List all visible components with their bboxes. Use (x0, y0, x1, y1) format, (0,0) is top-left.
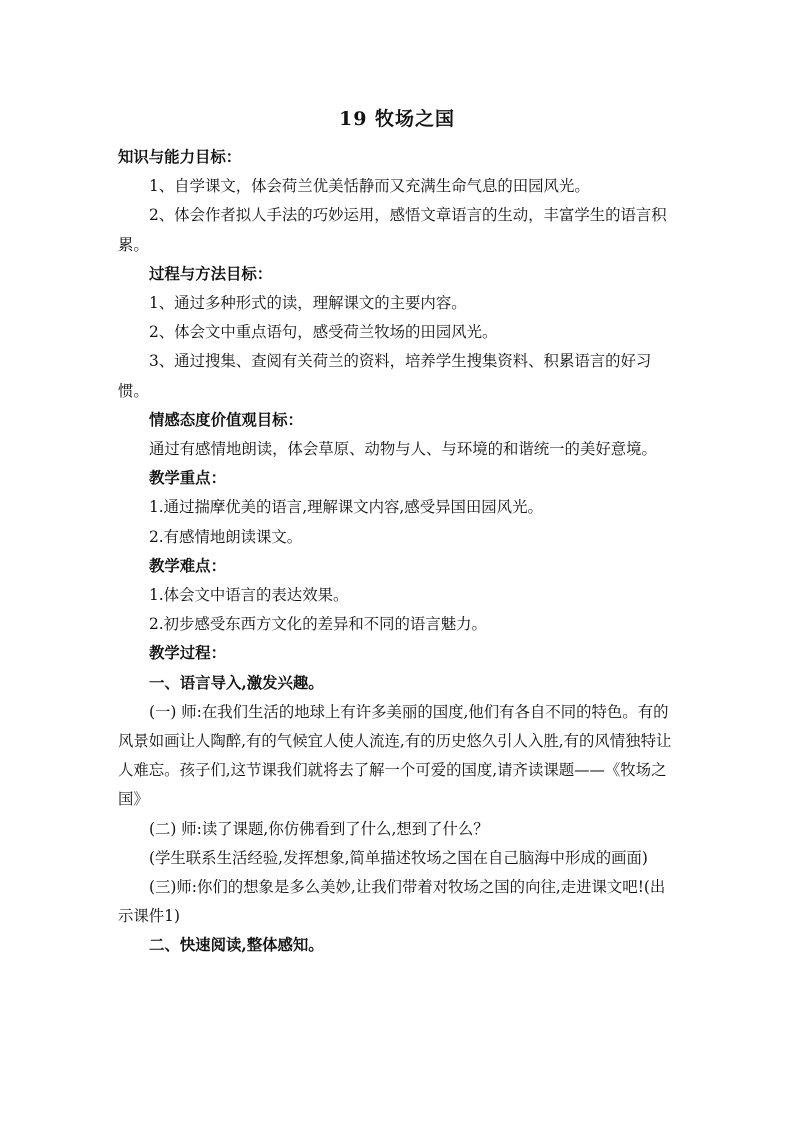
document-body (118, 143, 680, 961)
process-goal-3: 3、通过搜集、查阅有关荷兰的资料，培养学生搜集资料、积累语言的好习惯。 (118, 352, 652, 400)
section-1-step-2: (二) 师:读了课题,你仿佛看到了什么,想到了什么？ (149, 819, 489, 838)
emotion-goal: 通过有感情地朗读，体会草原、动物与人、与环境的和谐统一的美好意境。 (149, 440, 657, 459)
process-goal-2: 2、体会文中重点语句，感受荷兰牧场的田园风光。 (149, 323, 498, 342)
heading-emotion-goals: 情感态度价值观目标： (149, 410, 303, 429)
key-point-2: 2.有感情地朗读课文。 (149, 527, 303, 546)
heading-process-goals: 过程与方法目标： (149, 264, 273, 283)
section-2-heading: 二、快速阅读,整体感知。 (149, 936, 324, 955)
section-1-step-3: (三)师:你们的想象是多么美妙,让我们带着对牧场之国的向往,走进课文吧!(出示课件1) (118, 878, 666, 926)
section-1-heading: 一、语言导入,激发兴趣。 (149, 673, 324, 692)
difficulty-2: 2.初步感受东西方文化的差异和不同的语言魅力。 (149, 615, 487, 634)
section-1-step-1: (一) 师:在我们生活的地球上有许多美丽的国度,他们有各自不同的特色。有的风景如画让人陶醉,有的气候宜人使人流连,有的历史悠久引人入胜,有的风情独特让人难忘。孩子们,这节课我们就将去了解一个可爱的国度,请齐读课题——《牧场之国》 (118, 702, 672, 809)
heading-teaching-process: 教学过程： (149, 644, 226, 663)
heading-key-points: 教学重点： (149, 469, 226, 488)
key-point-1: 1.通过揣摩优美的语言,理解课文内容,感受异国田园风光。 (149, 498, 543, 517)
knowledge-goal-2: 2、体会作者拟人手法的巧妙运用，感悟文章语言的生动，丰富学生的语言积累。 (118, 206, 667, 254)
heading-knowledge-goals: 知识与能力目标： (118, 148, 242, 166)
difficulty-1: 1.体会文中语言的表达效果。 (149, 586, 349, 605)
process-goal-1: 1、通过多种形式的读，理解课文的主要内容。 (149, 294, 467, 313)
document-title: 19 牧场之国 (338, 108, 456, 130)
knowledge-goal-1: 1、自学课文，体会荷兰优美恬静而又充满生命气息的田园风光。 (149, 177, 590, 196)
section-1-step-2-note: (学生联系生活经验,发挥想象,简单描述牧场之国在自己脑海中形成的画面) (149, 848, 648, 867)
heading-difficulties: 教学难点： (149, 556, 226, 575)
